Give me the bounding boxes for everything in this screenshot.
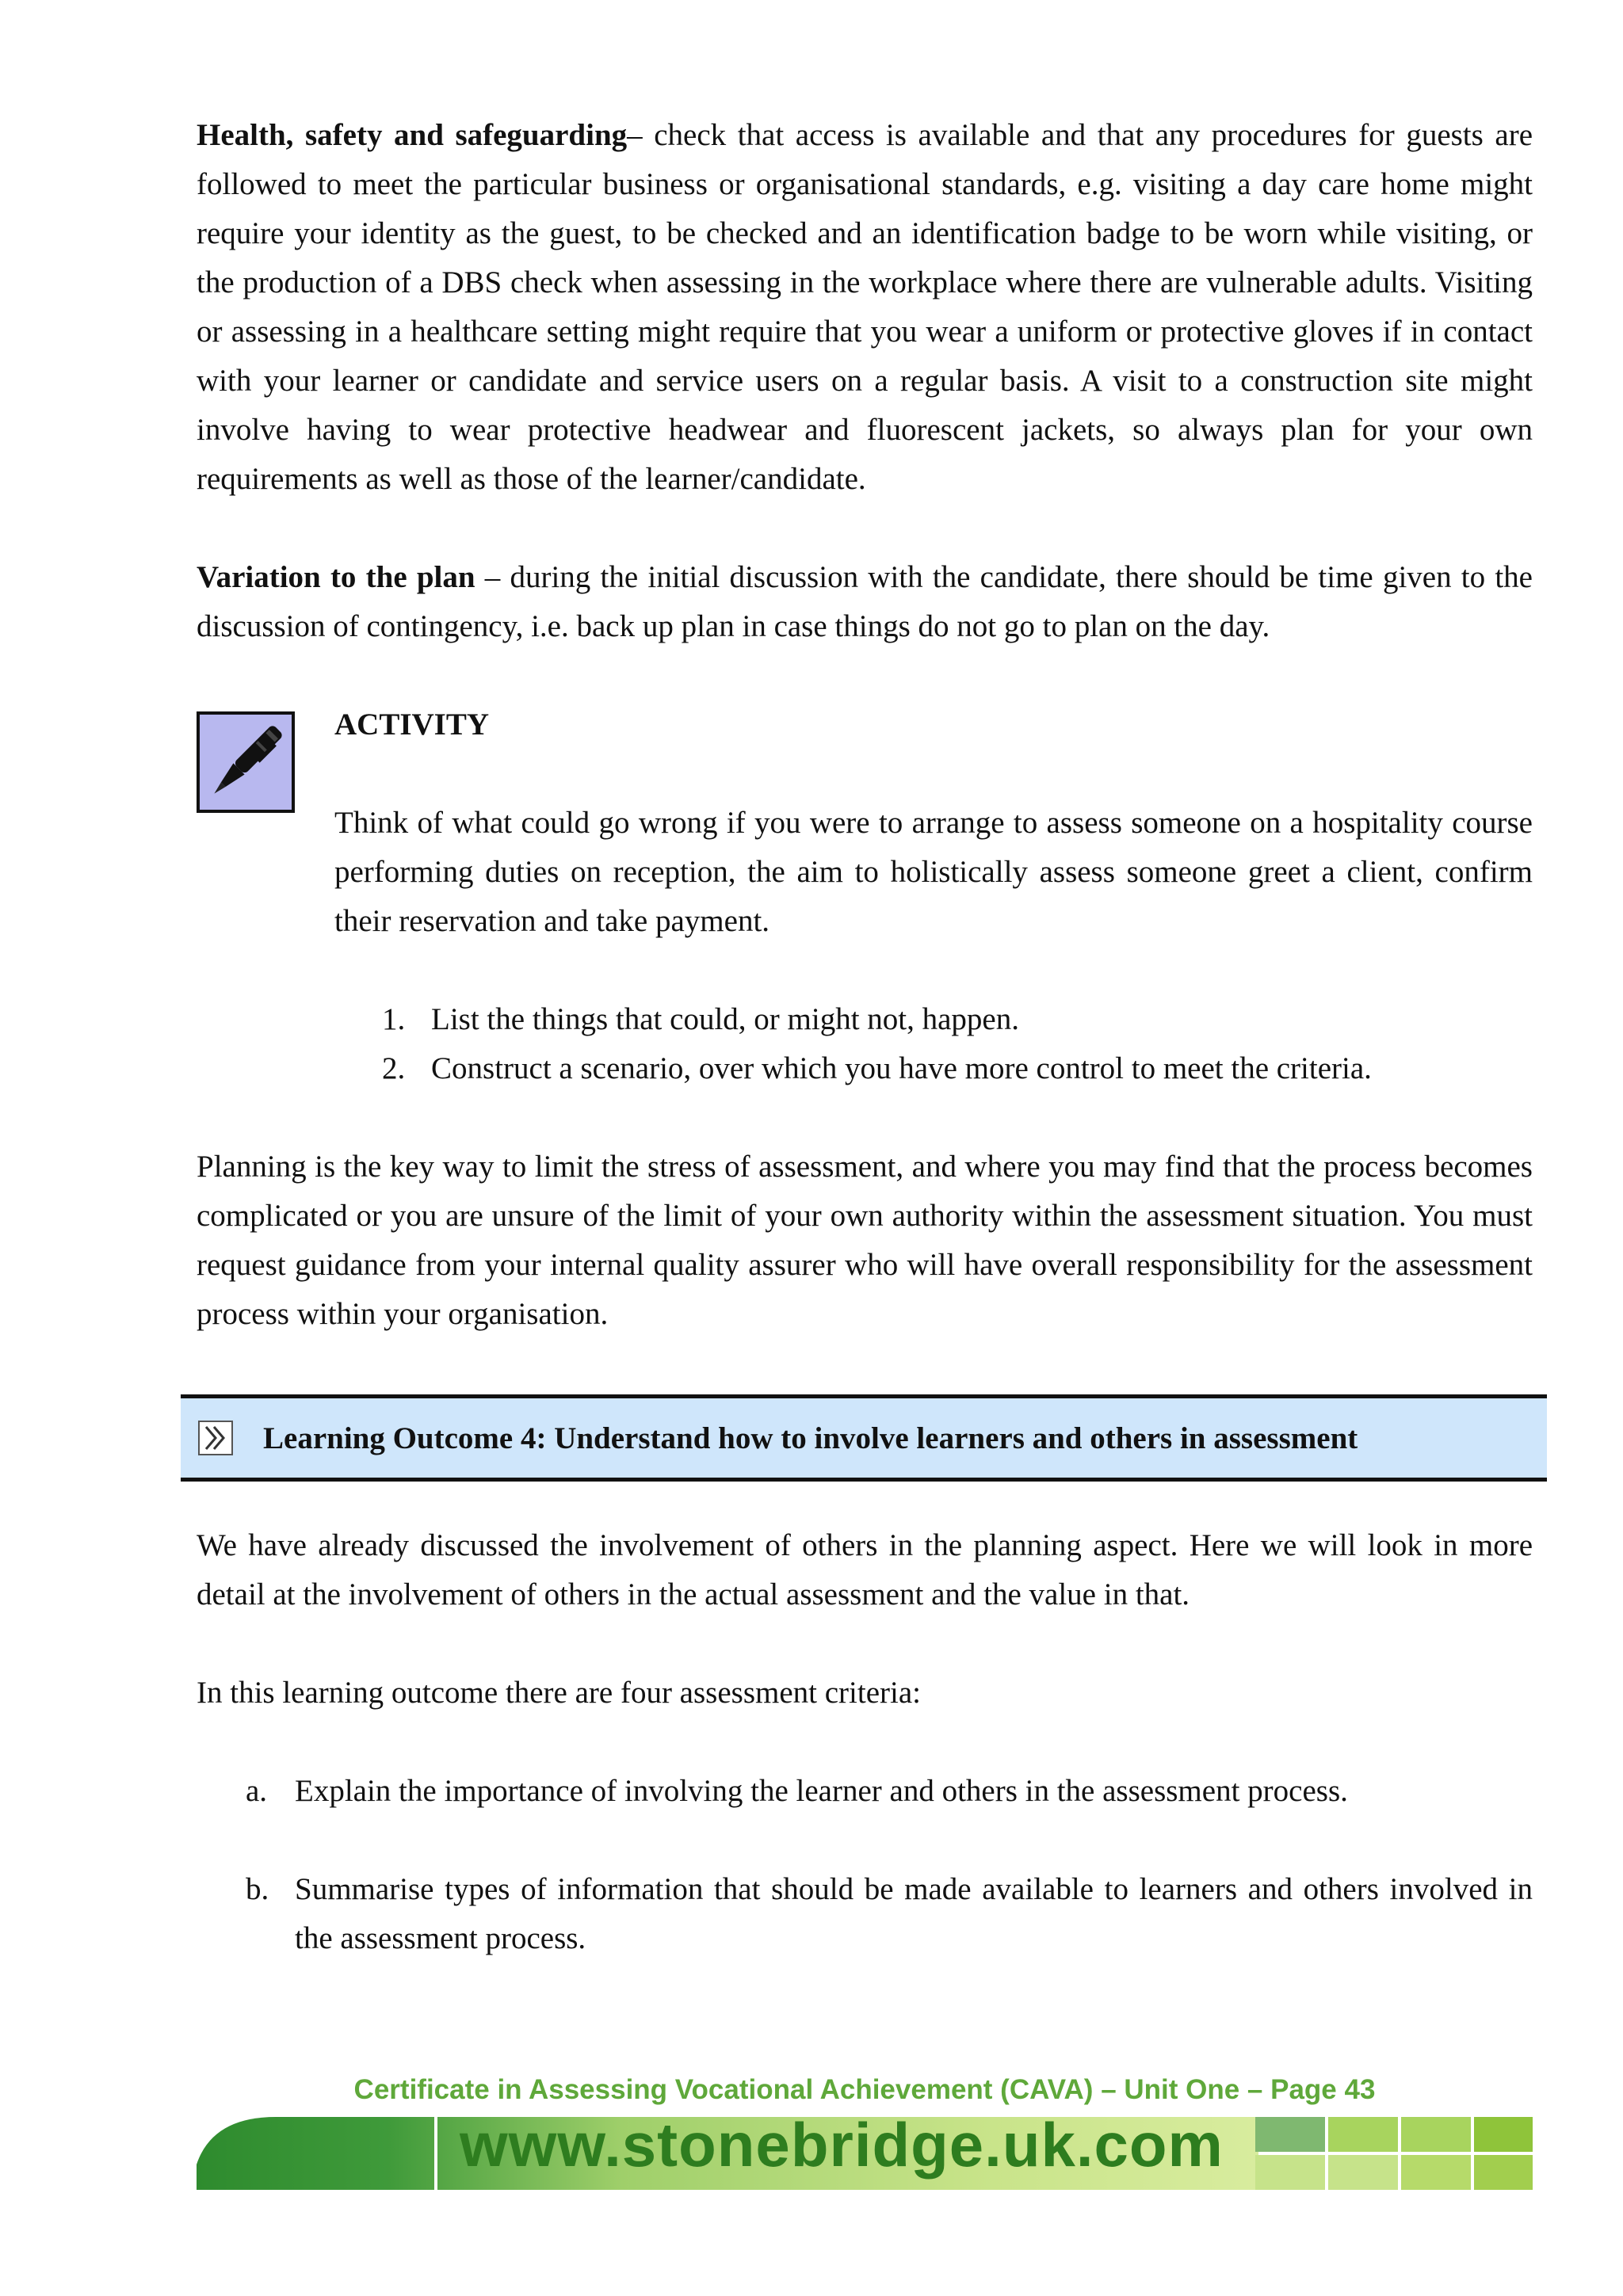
footer-title: Certificate in Assessing Vocational Achievement (CAVA) – Unit One – Page 43 (353, 2074, 1376, 2105)
pen-icon (197, 711, 295, 813)
learning-outcome-banner (181, 1394, 1547, 1482)
activity-title: ACTIVITY (334, 707, 490, 742)
list-item: 1. List the things that could, or might not, happen. (382, 1002, 1019, 1036)
list-item: 2. Construct a scenario, over which you have more control to meet the criteria. (382, 1051, 1372, 1085)
learning-outcome-title: Learning Outcome 4: Understand how to involve learners and others in assessment (263, 1421, 1358, 1455)
health-safety-paragraph (197, 111, 1533, 504)
variation-text: – during the initial discussion with the candidate, there should be time given to the discussion of contingency, i.e. back up plan in case things do not go to plan on the day. (197, 560, 1533, 643)
involvement-paragraph: We have already discussed the involvement of others in the planning aspect. Here we will look in more detail at the involvement of others in the actual assessment and the value in that. (197, 1528, 1533, 1611)
activity-steps (197, 995, 1533, 1093)
list-item: b. Summarise types of information that should be made available to learners and others involved in the assessment process. (246, 1872, 1533, 1955)
activity-text: Think of what could go wrong if you were to arrange to assess someone on a hospitality course performing duties on reception, the aim to holistically assess someone greet a client, confirm their reservation and take payment. (334, 806, 1533, 938)
health-safety-heading: Health, safety and safeguarding (197, 118, 628, 152)
page-content (197, 111, 1533, 1339)
footer-url[interactable]: www.stonebridge.uk.com (460, 2110, 1224, 2180)
list-item: a. Explain the importance of involving the learner and others in the assessment process. (246, 1774, 1348, 1808)
variation-heading: Variation to the plan (197, 560, 475, 594)
planning-paragraph: Planning is the key way to limit the stress of assessment, and where you may find that the process becomes complicated or you are unsure of the limit of your own authority within the assessment situation. You must request guidance from your internal quality assurer who will have overall responsibility for the assessment process within your organisation. (197, 1150, 1533, 1331)
health-safety-text: – check that access is available and that any procedures for guests are followed to meet the particular business or organisational standards, e.g. visiting a day care home might require your identity as the guest, to be checked and an identification badge to be worn while visiting, or the production of a DBS check when assessing in the workplace where there are vulnerable adults. Visiting or assessing in a healthcare setting might require that you wear a uniform or protective gloves if in contact with your learner or candidate and service users on a regular basis. A visit to a construction site might involve having to wear protective headwear and fluorescent jackets, so always plan for your own requirements as well as those of the learner/candidate. (197, 118, 1533, 496)
criteria-intro: In this learning outcome there are four assessment criteria: (197, 1676, 921, 1710)
page-content-lower (197, 1521, 1533, 1963)
activity-block (197, 700, 1533, 946)
variation-paragraph (197, 553, 1533, 651)
criteria-list (197, 1767, 1533, 1963)
double-chevron-icon (198, 1421, 233, 1455)
